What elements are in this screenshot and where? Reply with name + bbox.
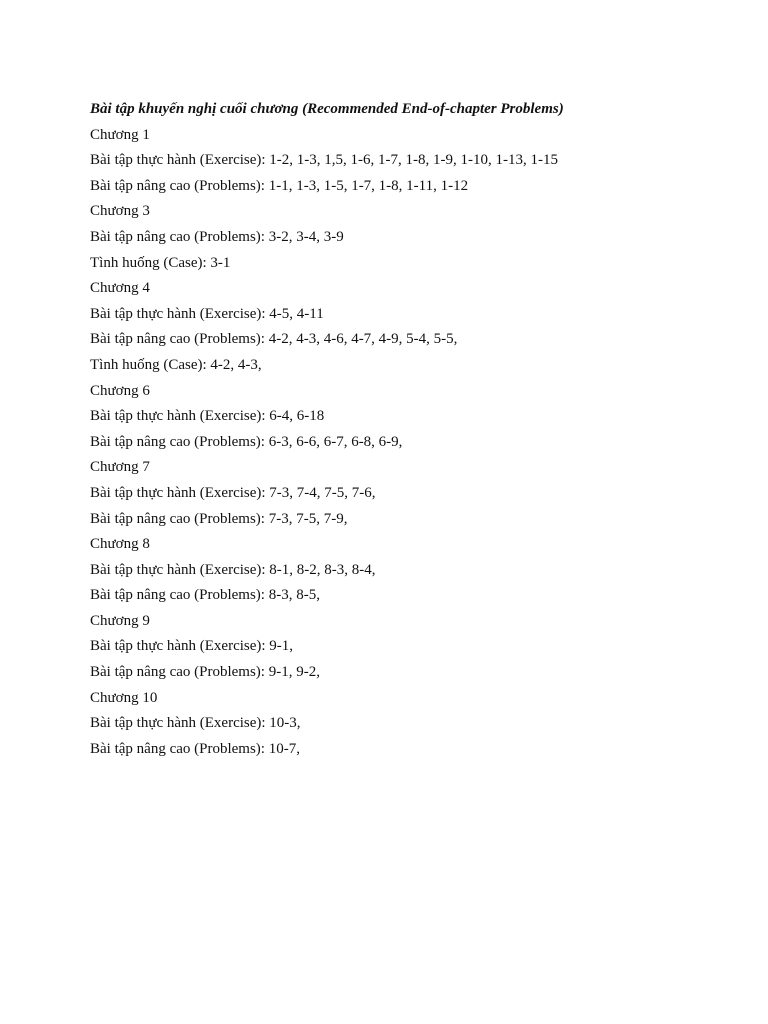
problems-line: Bài tập nâng cao (Problems): 1-1, 1-3, 1-5, 1-7, 1-8, 1-11, 1-12	[90, 177, 469, 194]
exercise-line: Bài tập thực hành (Exercise): 7-3, 7-4, 7-5, 7-6,	[90, 484, 376, 501]
exercise-line: Bài tập thực hành (Exercise): 6-4, 6-18	[90, 408, 325, 425]
problems-line: Bài tập nâng cao (Problems): 3-2, 3-4, 3-9	[90, 228, 344, 245]
problems-line: Bài tập nâng cao (Problems): 6-3, 6-6, 6-7, 6-8, 6-9,	[90, 433, 403, 450]
chapter-heading: Chương 10	[90, 689, 158, 706]
exercise-line: Bài tập thực hành (Exercise): 8-1, 8-2, 8-3, 8-4,	[90, 561, 376, 578]
chapter-heading: Chương 3	[90, 203, 150, 220]
chapter-heading: Chương 1	[90, 126, 150, 143]
problems-line: Bài tập nâng cao (Problems): 4-2, 4-3, 4-6, 4-7, 4-9, 5-4, 5-5,	[90, 331, 458, 348]
case-line: Tình huống (Case): 3-1	[90, 254, 231, 271]
chapter-heading: Chương 6	[90, 382, 150, 399]
chapter-heading: Chương 9	[90, 612, 150, 629]
exercise-line: Bài tập thực hành (Exercise): 10-3,	[90, 715, 301, 732]
chapter-heading: Chương 8	[90, 536, 150, 553]
document-page	[90, 97, 730, 762]
case-line: Tình huống (Case): 4-2, 4-3,	[90, 356, 262, 373]
document-title: Bài tập khuyến nghị cuối chương (Recommended End-of-chapter Problems)	[90, 101, 564, 117]
chapter-heading: Chương 4	[90, 280, 150, 297]
problems-line: Bài tập nâng cao (Problems): 8-3, 8-5,	[90, 587, 320, 604]
exercise-line: Bài tập thực hành (Exercise): 4-5, 4-11	[90, 305, 324, 322]
exercise-line: Bài tập thực hành (Exercise): 9-1,	[90, 638, 294, 655]
exercise-line: Bài tập thực hành (Exercise): 1-2, 1-3, 1,5, 1-6, 1-7, 1-8, 1-9, 1-10, 1-13, 1-15	[90, 152, 559, 169]
chapter-heading: Chương 7	[90, 459, 150, 476]
problems-line: Bài tập nâng cao (Problems): 7-3, 7-5, 7-9,	[90, 510, 348, 527]
problems-line: Bài tập nâng cao (Problems): 10-7,	[90, 740, 300, 757]
problems-line: Bài tập nâng cao (Problems): 9-1, 9-2,	[90, 664, 320, 681]
